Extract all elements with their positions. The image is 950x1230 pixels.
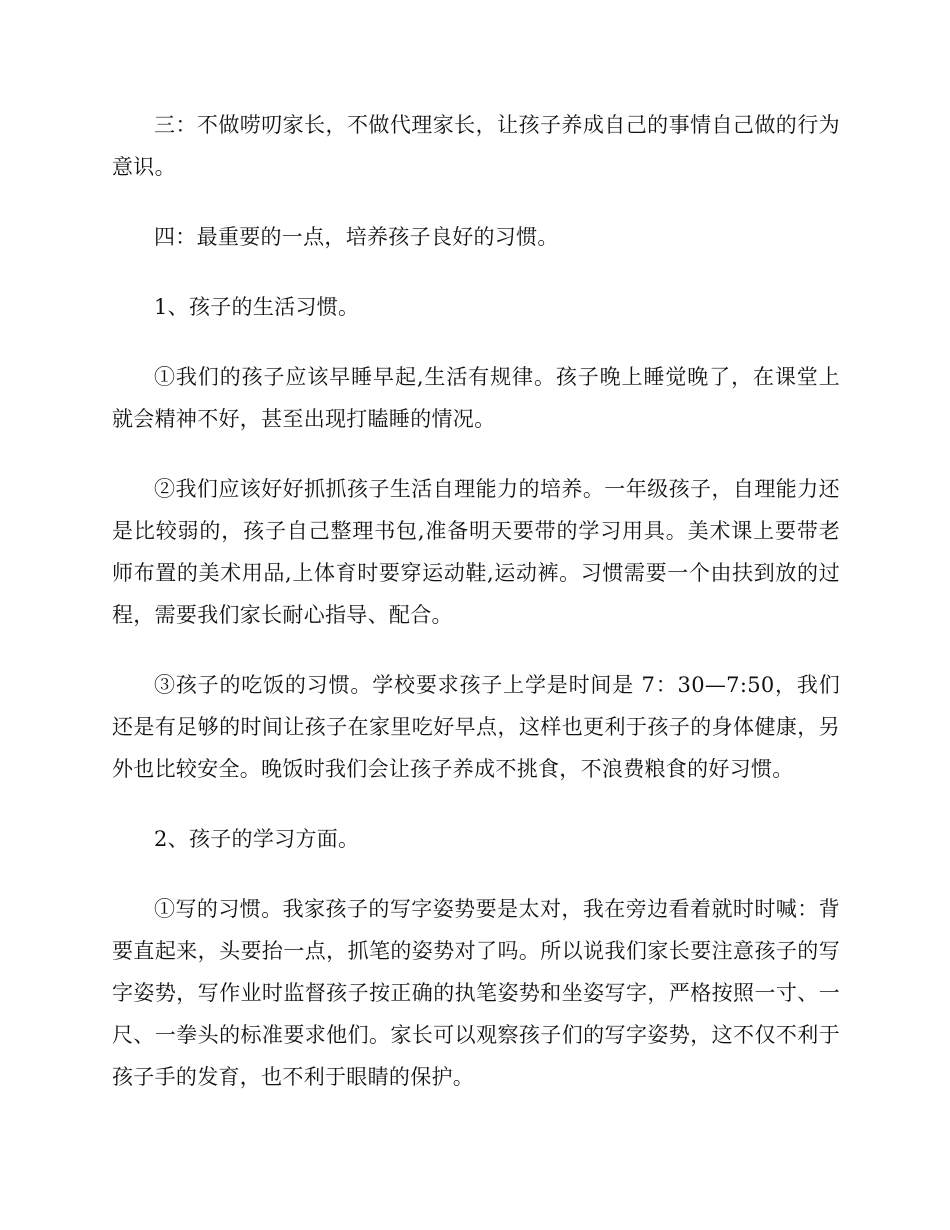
paragraph-writing-habit: ①写的习惯。我家孩子的写字姿势要是太对，我在旁边看着就时时喊：背要直起来，头要抬一点，抓笔的姿势对了吗。所以说我们家长要注意孩子的写字姿势，写作业时监督孩子按正确的执笔姿势和坐姿写字，严格按照一寸、一尺、一拳头的标准要求他们。家长可以观察孩子们的写字姿势，这不仅不利于孩子手的发育，也不利于眼睛的保护。 <box>112 897 840 1089</box>
paragraph-item-4: 四：最重要的一点，培养孩子良好的习惯。 <box>154 225 559 249</box>
paragraph-self-care: ②我们应该好好抓抓孩子生活自理能力的培养。一年级孩子，自理能力还是比较弱的，孩子自己整理书包,准备明天要带的学习用具。美术课上要带老师布置的美术用品,上体育时要穿运动鞋,运动裤。习惯需要一个由扶到放的过程，需要我们家长耐心指导、配合。 <box>112 477 840 627</box>
paragraph-study-heading: 2、孩子的学习方面。 <box>154 827 360 851</box>
document-body <box>112 104 840 1126</box>
paragraph-item-3: 三：不做唠叨家长，不做代理家长，让孩子养成自己的事情自己做的行为意识。 <box>112 113 840 179</box>
paragraph-life-habits-heading: 1、孩子的生活习惯。 <box>154 295 360 319</box>
paragraph-sleep-habit: ①我们的孩子应该早睡早起,生活有规律。孩子晚上睡觉晚了，在课堂上就会精神不好，甚至出现打瞌睡的情况。 <box>112 365 840 431</box>
paragraph-eating-habit: ③孩子的吃饭的习惯。学校要求孩子上学是时间是 7：30—7:50，我们还是有足够的时间让孩子在家里吃好早点，这样也更利于孩子的身体健康，另外也比较安全。晚饭时我们会让孩子养成不挑食，不浪费粮食的好习惯。 <box>112 673 840 781</box>
